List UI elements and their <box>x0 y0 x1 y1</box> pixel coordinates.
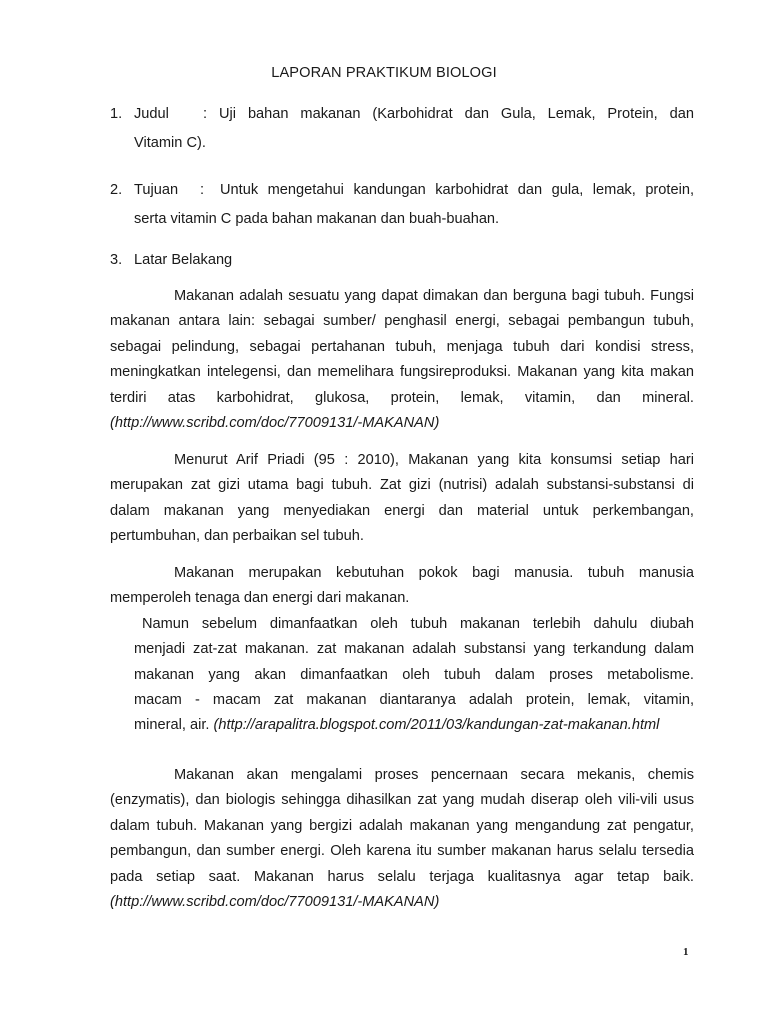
paragraph-text: Makanan akan mengalami proses pencernaan secara mekanis, chemis (enzymatis), dan biologis sehingga dihasilkan zat yang mudah diserap oleh vili-vili usus dalam tubuh. Makanan yang bergizi adalah makanan yang mengandung zat pengatur, pembangun, dan sumber energi. Oleh karena itu sumber makanan harus selalu tersedia pada setiap saat. Makanan harus selalu terjaga kualitasnya agar tetap baik. <box>110 767 694 885</box>
item-separator: : <box>203 106 208 122</box>
item-label: Judul <box>134 106 169 122</box>
reference-link-text: (http://www.scribd.com/doc/77009131/-MAKANAN) <box>110 894 440 911</box>
item-tujuan <box>110 176 694 234</box>
document-title: LAPORAN PRAKTIKUM BIOLOGI <box>271 65 497 81</box>
paragraph-text: Menurut Arif Priadi (95 : 2010), Makanan yang kita konsumsi setiap hari merupakan zat gizi utama bagi tubuh. Zat gizi (nutrisi) adalah substansi-substansi di dalam makanan yang menyediakan energi dan material untuk perkembangan, pertumbuhan, dan perbaikan sel tubuh. <box>110 452 694 545</box>
paragraph-line: makanan yang akan dimanfaatkan oleh tubuh dalam proses metabolisme. <box>134 666 694 683</box>
reference-link-text: (http://arapalitra.blogspot.com/2011/03/kandungan-zat-makanan.html <box>213 717 660 734</box>
item-number: 1. <box>110 106 123 122</box>
item-number: 2. <box>110 182 123 198</box>
item-text-line: serta vitamin C pada bahan makanan dan buah-buahan. <box>134 211 500 227</box>
paragraph-line: Namun sebelum dimanfaatkan oleh tubuh makanan terlebih dahulu diubah <box>142 615 694 632</box>
paragraph-line: menjadi zat-zat makanan. zat makanan adalah substansi yang terkandung dalam <box>134 641 694 658</box>
paragraph-line: mineral, air. (http://arapalitra.blogspot.com/2011/03/kandungan-zat-makanan.html <box>134 717 660 734</box>
reference-link-text: (http://www.scribd.com/doc/77009131/-MAKANAN) <box>110 415 440 432</box>
item-text-line: Vitamin C). <box>134 135 206 151</box>
paragraph-4 <box>110 763 694 915</box>
paragraph-3 <box>110 561 694 739</box>
item-text-line: Untuk mengetahui kandungan karbohidrat dan gula, lemak, protein, <box>220 182 694 198</box>
item-judul <box>110 100 694 158</box>
paragraph-text: Makanan adalah sesuatu yang dapat dimakan dan berguna bagi tubuh. Fungsi makanan antara lain: sebagai sumber/ penghasil energi, sebagai pembangun tubuh, sebagai pelindung, sebagai pertahanan tubuh, menjaga tubuh dari kondisi stress, meningkatkan intelegensi, dan memelihara fungsireproduksi. Makanan yang kita makan terdiri atas karbohidrat, glukosa, protein, lemak, vitamin, dan mineral. <box>110 288 694 406</box>
paragraph-line: Makanan merupakan kebutuhan pokok bagi manusia. tubuh manusia <box>174 565 694 581</box>
page-number: 1 <box>683 946 689 958</box>
item-separator: : <box>200 182 205 198</box>
paragraph-1 <box>110 284 694 436</box>
paragraph-line: macam - macam zat makanan diantaranya adalah protein, lemak, vitamin, <box>134 692 694 709</box>
item-latar-belakang <box>110 246 694 275</box>
item-text-line: Uji bahan makanan (Karbohidrat dan Gula, Lemak, Protein, dan <box>219 106 694 122</box>
paragraph-line: memperoleh tenaga dan energi dari makanan. <box>110 590 410 607</box>
paragraph-2 <box>110 448 694 550</box>
item-number: 3. <box>110 252 123 268</box>
item-label: Tujuan <box>134 182 179 198</box>
item-label: Latar Belakang <box>134 252 233 268</box>
